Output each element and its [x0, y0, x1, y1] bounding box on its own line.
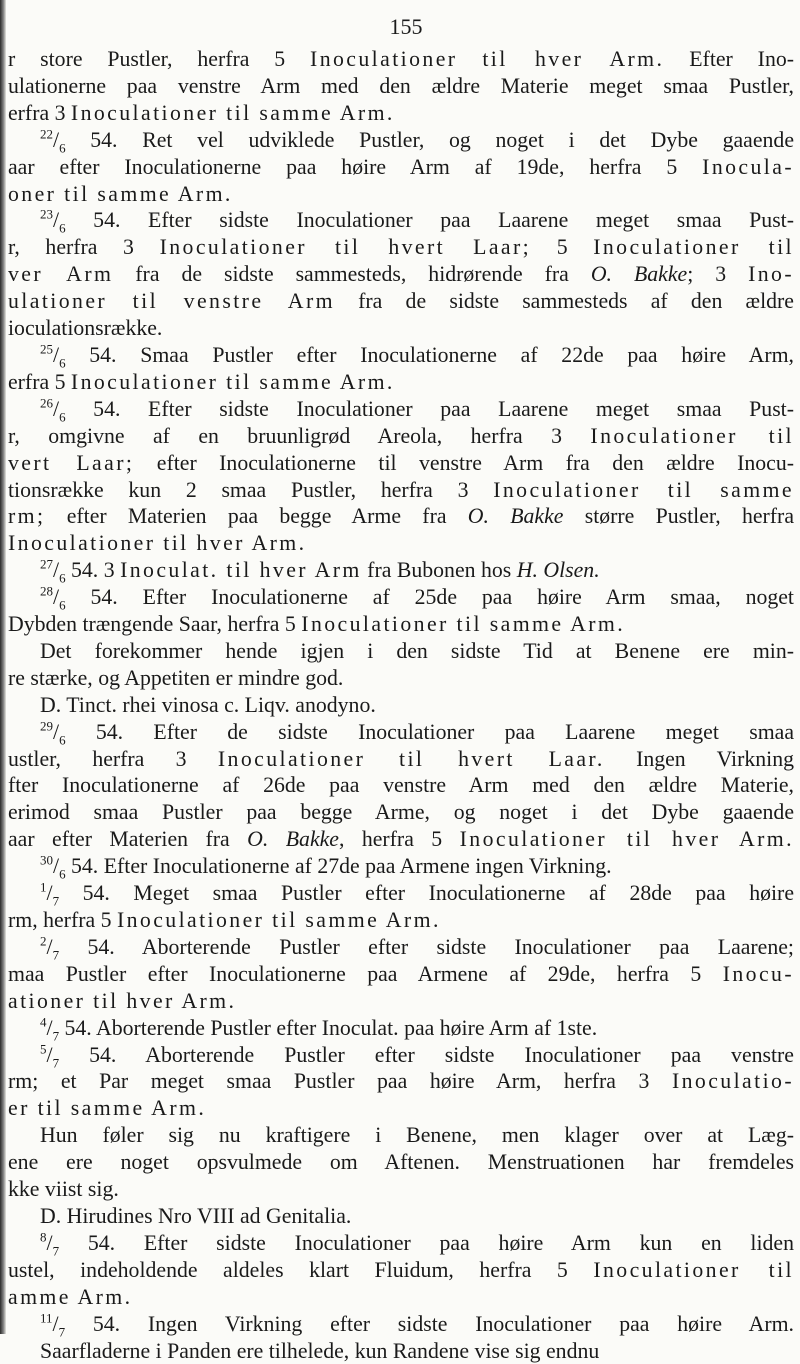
text-run: kke viist sig. — [8, 1177, 119, 1201]
text-run: r, omgivne af en bruunligrød Areola, herfra 3 — [8, 424, 590, 448]
text-run: Det forekommer hende igjen i den sidste Tid at Benene ere min- — [40, 639, 794, 663]
text-line — [8, 1149, 794, 1176]
text-run: ustel, indeholdende aldeles klart Fluidum, herfra 5 — [8, 1258, 593, 1282]
date-month: 6 — [59, 597, 66, 611]
spaced-emphasis: Inoculationer til samme Arm. — [301, 612, 625, 636]
italic-name: H. Olsen. — [517, 558, 600, 582]
text-line — [8, 369, 794, 396]
date-month: 6 — [59, 571, 66, 585]
spaced-emphasis: amme Arm. — [8, 1285, 133, 1309]
text-line — [8, 799, 794, 826]
page-number: 155 — [8, 14, 794, 40]
date-month: 6 — [59, 409, 66, 423]
text-run: 54. Aborterende Pustler efter Inoculat. paa høire Arm af 1ste. — [59, 1016, 597, 1040]
text-run: Dybden trængende Saar, herfra 5 — [8, 612, 301, 636]
spaced-emphasis: Inoculationer til hvert Laar; — [160, 235, 532, 259]
spaced-emphasis: Inoculationer til — [590, 424, 794, 448]
text-line — [8, 1122, 794, 1149]
text-run: 54. Ingen Virkning efter sidste Inoculationer paa høire Arm. — [65, 1312, 794, 1336]
text-run: aar efter Materien fra — [8, 827, 247, 851]
text-line — [8, 207, 794, 234]
text-line — [8, 73, 794, 100]
date-day: 26 — [40, 396, 53, 411]
text-line — [8, 477, 794, 504]
date-slash: / — [53, 585, 59, 609]
text-line — [8, 1068, 794, 1095]
spaced-emphasis: Inoculationer til hver Arm. — [8, 531, 306, 555]
text-run: 54. Efter Inoculationerne af 25de paa høire Arm smaa, noget — [66, 585, 794, 609]
text-run: 5 — [531, 235, 593, 259]
spaced-emphasis: Inoculationer til hvert Laar. — [218, 747, 605, 771]
text-line — [8, 100, 794, 127]
date-slash: / — [53, 720, 59, 744]
date-month: 7 — [53, 947, 60, 961]
spaced-emphasis: Inoculationer til samme Arm. — [71, 101, 395, 125]
date-month: 6 — [59, 221, 66, 235]
text-run: ustler, herfra 3 — [8, 747, 218, 771]
text-line — [8, 181, 794, 208]
text-line — [8, 746, 794, 773]
date-month: 7 — [59, 1324, 66, 1338]
date-slash: / — [47, 1016, 53, 1040]
date-slash: / — [47, 881, 53, 905]
date-slash: / — [53, 128, 59, 152]
text-run — [457, 47, 482, 71]
text-line — [8, 557, 794, 584]
date-month: 6 — [59, 140, 66, 154]
date-slash: / — [47, 1231, 53, 1255]
text-run: 54. Smaa Pustler efter Inoculationerne af 22de paa høire Arm, — [66, 343, 794, 367]
date-slash: / — [53, 558, 59, 582]
spaced-emphasis: Inoculationer til — [593, 235, 794, 259]
text-line — [8, 907, 794, 934]
text-run: ioculationsrække. — [8, 316, 162, 340]
spaced-emphasis: rm; — [8, 504, 45, 528]
spaced-emphasis: oner til samme Arm. — [8, 182, 233, 206]
text-run: 54. Efter sidste Inoculationer paa Laarene meget smaa Pust- — [66, 397, 794, 421]
text-run: D. Hirudines Nro VIII ad Genitalia. — [40, 1204, 351, 1228]
text-line — [8, 1203, 794, 1230]
date-month: 7 — [53, 1243, 60, 1257]
text-line — [8, 611, 794, 638]
date-month: 7 — [53, 1028, 60, 1042]
text-line — [8, 46, 794, 73]
spaced-emphasis: Inoculationer til samme Arm. — [71, 370, 395, 394]
text-line — [8, 1176, 794, 1203]
text-run: 54. Ret vel udviklede Pustler, og noget i det Dybe gaaende — [66, 128, 794, 152]
date-slash: / — [53, 854, 59, 878]
date-slash: / — [53, 208, 59, 232]
text-run: fter Inoculationerne af 26de paa venstre Arm med den ældre Materie, — [8, 773, 794, 797]
date-day: 1 — [40, 880, 47, 895]
text-line — [8, 342, 794, 369]
date-day: 27 — [40, 557, 53, 572]
text-line — [8, 934, 794, 961]
text-run: Efter Ino- — [664, 47, 794, 71]
date-month: 6 — [59, 867, 66, 881]
text-line — [8, 423, 794, 450]
text-run: erfra 5 — [8, 370, 71, 394]
text-line — [8, 1230, 794, 1257]
body-text — [8, 46, 794, 1364]
italic-name: O. Bakke — [591, 262, 687, 286]
spaced-emphasis: Inoculat. til hver Arm — [120, 558, 362, 582]
text-run: 54. Efter sidste Inoculationer paa høire Arm kun en liden — [59, 1231, 794, 1255]
date-month: 7 — [53, 893, 60, 907]
spaced-emphasis: Inoculationer til samme Arm. — [117, 908, 441, 932]
text-line — [8, 826, 794, 853]
spaced-emphasis: Inocu- — [723, 962, 794, 986]
text-run: Hun føler sig nu kraftigere i Benene, men klager over at Læg- — [40, 1123, 794, 1147]
date-slash: / — [53, 1312, 59, 1336]
date-slash: / — [47, 1043, 53, 1067]
text-line — [8, 584, 794, 611]
date-day: 8 — [40, 1230, 47, 1245]
text-line — [8, 1338, 794, 1364]
date-day: 4 — [40, 1015, 47, 1030]
date-day: 22 — [40, 127, 53, 142]
text-line — [8, 127, 794, 154]
italic-name: O. Bakke — [468, 504, 564, 528]
spaced-emphasis: Inoculationer til — [593, 1258, 794, 1282]
text-run: Saarfladerne i Panden ere tilhelede, kun Randene vise sig endnu — [40, 1339, 599, 1363]
text-line — [8, 530, 794, 557]
text-run: , herfra 5 — [339, 827, 460, 851]
date-slash: / — [47, 935, 53, 959]
text-run: 54. Efter Inoculationerne af 27de paa Armene ingen Virkning. — [66, 854, 612, 878]
text-run: 54. Aborterende Pustler efter sidste Inoculationer paa Laarene; — [59, 935, 794, 959]
text-line — [8, 692, 794, 719]
text-line — [8, 961, 794, 988]
text-line — [8, 234, 794, 261]
spaced-emphasis: ver Arm — [8, 262, 113, 286]
date-day: 2 — [40, 934, 47, 949]
text-run: erimod smaa Pustler paa begge Arme, og noget i det Dybe gaaende — [8, 800, 794, 824]
text-line — [8, 1015, 794, 1042]
spaced-emphasis: ulationer til venstre Arm — [8, 289, 335, 313]
text-run: erfra 3 — [8, 101, 71, 125]
text-run: 54. Efter de sidste Inoculationer paa Laarene meget smaa — [66, 720, 794, 744]
spaced-emphasis: er til samme Arm. — [8, 1096, 206, 1120]
text-line — [8, 154, 794, 181]
date-slash: / — [53, 343, 59, 367]
spaced-emphasis: Inoculatio- — [672, 1069, 794, 1093]
spaced-emphasis: vert Laar; — [8, 451, 134, 475]
spaced-emphasis: Inoculationer til hver Arm. — [460, 827, 794, 851]
text-run: Ingen Virkning — [605, 747, 794, 771]
spaced-emphasis: Ino- — [748, 262, 794, 286]
book-page — [8, 14, 794, 1364]
text-run: fra Bubonen hos — [362, 558, 517, 582]
italic-name: O. Bakke — [247, 827, 339, 851]
date-day: 23 — [40, 207, 53, 222]
text-line — [8, 665, 794, 692]
text-run: fra de sidste sammesteds, hidrørende fra — [113, 262, 590, 286]
text-line — [8, 1257, 794, 1284]
text-line — [8, 1311, 794, 1338]
text-line — [8, 450, 794, 477]
date-month: 7 — [53, 1055, 60, 1069]
text-run: ulationerne paa venstre Arm med den ældre Materie meget smaa Pustler, — [8, 74, 794, 98]
text-line — [8, 772, 794, 799]
date-day: 30 — [40, 853, 53, 868]
text-line — [8, 315, 794, 342]
spaced-emphasis: Inocula- — [702, 155, 794, 179]
date-month: 6 — [59, 355, 66, 369]
text-line — [8, 396, 794, 423]
date-day: 5 — [40, 1042, 47, 1057]
spaced-emphasis: ationer til hver Arm. — [8, 989, 236, 1013]
text-run: tionsrække kun 2 smaa Pustler, herfra 3 — [8, 478, 493, 502]
text-run: re stærke, og Appetiten er mindre god. — [8, 666, 343, 690]
date-month: 6 — [59, 732, 66, 746]
text-line — [8, 988, 794, 1015]
book-gutter-shadow — [0, 0, 6, 1334]
text-run: 54. Efter sidste Inoculationer paa Laarene meget smaa Pust- — [66, 208, 794, 232]
text-line — [8, 1042, 794, 1069]
text-run: fra de sidste sammesteds af den ældre — [335, 289, 794, 313]
text-run: 54. Meget smaa Pustler efter Inoculationerne af 28de paa høire — [59, 881, 794, 905]
text-run: rm; et Par meget smaa Pustler paa høire Arm, herfra 3 — [8, 1069, 672, 1093]
text-line — [8, 1095, 794, 1122]
text-run: 54. 3 — [66, 558, 121, 582]
date-day: 25 — [40, 342, 53, 357]
date-day: 29 — [40, 719, 53, 734]
text-line — [8, 638, 794, 665]
text-run: rm, herfra 5 — [8, 908, 117, 932]
text-run: efter Inoculationerne til venstre Arm fra den ældre Inocu- — [134, 451, 794, 475]
spaced-emphasis: til hver Arm. — [482, 47, 664, 71]
text-line — [8, 853, 794, 880]
text-line — [8, 503, 794, 530]
text-line — [8, 288, 794, 315]
date-day: 28 — [40, 584, 53, 599]
text-run: 54. Aborterende Pustler efter sidste Inoculationer paa venstre — [59, 1043, 794, 1067]
text-run: ; 3 — [687, 262, 748, 286]
text-run: D. Tinct. rhei vinosa c. Liqv. anodyno. — [40, 693, 376, 717]
text-line — [8, 719, 794, 746]
text-run: maa Pustler efter Inoculationerne paa Armene af 29de, herfra 5 — [8, 962, 723, 986]
text-run: r, herfra 3 — [8, 235, 160, 259]
text-line — [8, 1284, 794, 1311]
text-line — [8, 261, 794, 288]
text-run: r store Pustler, herfra 5 — [8, 47, 310, 71]
text-run: aar efter Inoculationerne paa høire Arm af 19de, herfra 5 — [8, 155, 702, 179]
text-run: større Pustler, herfra — [563, 504, 794, 528]
text-run: ene ere noget opsvulmede om Aftenen. Menstruationen har fremdeles — [8, 1150, 794, 1174]
date-day: 11 — [40, 1311, 53, 1326]
date-slash: / — [53, 397, 59, 421]
spaced-emphasis: Inoculationer — [310, 47, 457, 71]
text-run: efter Materien paa begge Arme fra — [45, 504, 467, 528]
spaced-emphasis: Inoculationer til samme — [493, 478, 794, 502]
text-line — [8, 880, 794, 907]
